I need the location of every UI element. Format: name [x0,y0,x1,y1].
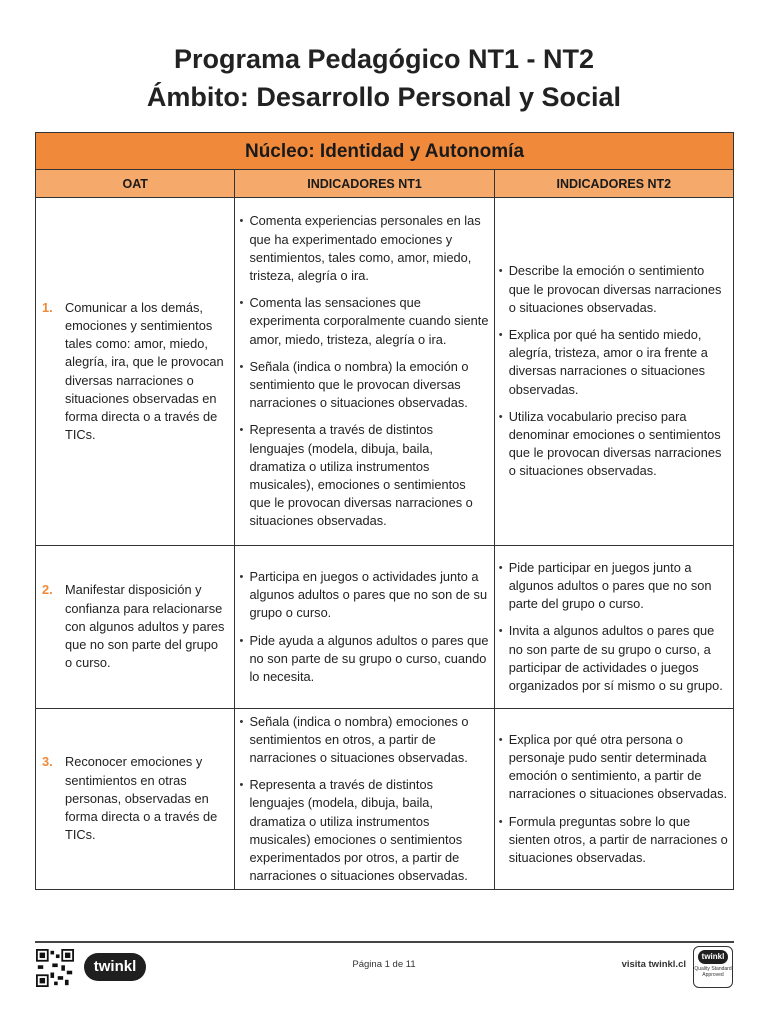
indicator-item: • Señala (indica o nombra) emociones o sentimientos en otros, a partir de narraciones o situaciones observadas. [239,713,488,768]
nt1-cell [235,546,494,708]
oat-text: Reconocer emociones y sentimientos en otras personas, observadas en forma directa o a través de TICs. [65,754,218,843]
twinkl-logo: twinkl [84,953,146,981]
indicator-item: • Pide participar en juegos junto a algunos adultos o pares que no son parte del grupo o curso. [499,559,728,614]
table-row [36,198,733,546]
badge-text: Quality Standard Approved [694,966,732,978]
indicator-item: • Señala (indica o nombra) la emoción o sentimiento que le provocan diversas narraciones o situaciones observadas. [239,358,488,413]
header-oat: OAT [36,170,235,197]
table-row [36,546,733,709]
header-nt2: INDICADORES NT2 [556,177,672,191]
nt2-cell [495,546,733,708]
indicator-item: • Utiliza vocabulario preciso para denominar emociones o sentimientos que le provocan diversas narraciones o situaciones observadas. [499,408,728,481]
nt1-cell [235,709,494,889]
oat-text: Manifestar disposición y confianza para relacionarse con algunos adultos y pares que no son parte del grupo o curso. [65,582,225,671]
indicator-item: • Representa a través de distintos lenguajes (modela, dibuja, baila, dramatiza o utiliza instrumentos musicales) emociones o sentimientos experimentados por otros, a partir de narraciones o situaciones observadas. [239,776,488,885]
indicator-item: • Invita a algunos adultos o pares que no son parte de su grupo o curso, a participar de actividades o juegos organizados por sí mismo o su grupo. [499,622,728,695]
nt2-cell [495,709,733,889]
footer-divider [35,941,734,943]
column-headers [36,170,733,198]
header-nt1: INDICADORES NT1 [235,170,494,197]
oat-cell [36,198,235,545]
badge-logo: twinkl [698,950,728,964]
title-line-2: Ámbito: Desarrollo Personal y Social [146,82,622,112]
indicator-item: • Comenta experiencias personales en las que ha experimentado emociones y sentimientos, tales como, amor, miedo, tristeza, alegría o ira. [239,212,488,285]
indicator-item: • Describe la emoción o sentimiento que le provocan diversas narraciones o situaciones observadas. [499,262,728,317]
nt1-cell [235,198,494,545]
curriculum-table [35,132,734,890]
oat-number: 1. [42,299,53,315]
indicator-item: • Representa a través de distintos lenguajes (modela, dibuja, baila, dramatiza o utiliza instrumentos musicales), emociones o sentimientos que le provocan diversas narraciones o situaciones observadas. [239,421,488,530]
page-title [0,40,768,116]
nt2-cell [495,198,733,545]
indicator-item: • Participa en juegos o actividades junto a algunos adultos o pares que no son de su grupo o curso. [239,568,488,623]
indicator-item: • Explica por qué ha sentido miedo, alegría, tristeza, amor o ira frente a diversas narraciones o situaciones observadas. [499,326,728,399]
oat-cell [36,546,235,708]
page-number: Página 1 de 11 [352,959,416,970]
title-line-1: Programa Pedagógico NT1 - NT2 [173,44,595,74]
oat-number: 2. [42,582,53,598]
oat-number: 3. [42,754,53,770]
indicator-item: • Explica por qué otra persona o personaje pudo sentir determinada emoción o sentimiento, a partir de narraciones o situaciones observadas. [499,731,728,804]
quality-badge [693,946,733,988]
table-row [36,709,733,889]
indicator-item: • Comenta las sensaciones que experimenta corporalmente cuando siente amor, miedo, tristeza, alegría o ira. [239,294,488,349]
nucleo-header: Núcleo: Identidad y Autonomía [36,133,733,170]
oat-text: Comunicar a los demás, emociones y sentimientos tales como: amor, miedo, alegría, ira, que le provocan diversas narraciones o situaciones observadas en forma directa o a través de TICs. [65,299,224,443]
visit-link[interactable]: visita twinkl.cl [621,959,686,970]
oat-cell [36,709,235,889]
indicator-item: • Formula preguntas sobre lo que sienten otros, a partir de narraciones o situaciones observadas. [499,813,728,868]
indicator-item: • Pide ayuda a algunos adultos o pares que no son parte de su grupo o curso, cuando lo necesita. [239,632,488,687]
